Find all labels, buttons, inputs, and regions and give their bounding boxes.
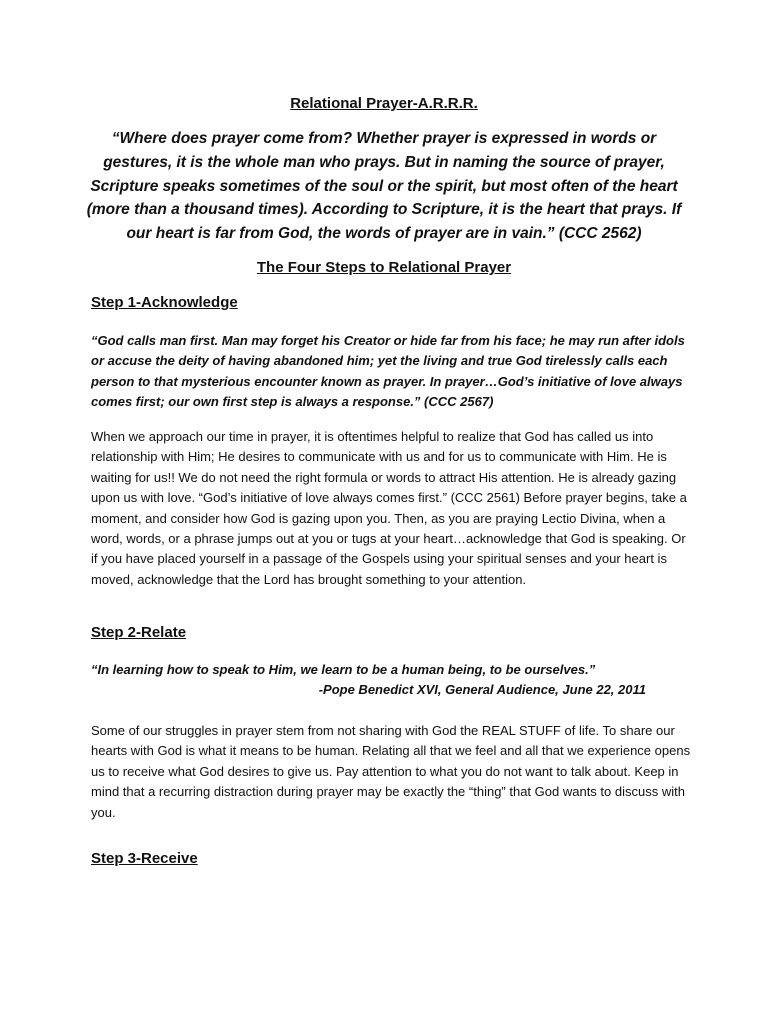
document-title: Relational Prayer-A.R.R.R. [290, 95, 478, 112]
opening-quote: “Where does prayer come from? Whether prayer is expressed in words or gestures, it is the whole man who prays. But in naming the source of prayer, Scripture speaks sometimes of the soul or the spirit, but most often of the heart (more than a thousand times). According to Scripture, it is the heart that prays. If our heart is far from God, the words of prayer are in vain.” (CCC 2562) [86, 130, 682, 243]
step1-heading: Step 1-Acknowledge [91, 294, 238, 311]
step2-body: Some of our struggles in prayer stem from not sharing with God the REAL STUFF of life. To share our hearts with God is what it means to be human. Relating all that we feel and all that we experience opens us to receive what God desires to give us. Pay attention to what you do not want to talk about. Keep in mind that a recurring distraction during prayer may be exactly the “thing” that God wants to discuss with you. [91, 723, 691, 820]
step1-quote: “God calls man first. Man may forget his Creator or hide far from his face; he may run after idols or accuse the deity of having abandoned him; yet the living and true God tirelessly calls each person to that mysterious encounter known as prayer. In prayer…God’s initiative of love always comes first; our own first step is always a response.” (CCC 2567) [91, 333, 685, 410]
section-subtitle: The Four Steps to Relational Prayer [256, 259, 512, 276]
step2-quote: “In learning how to speak to Him, we learn to be a human being, to be ourselves.” [91, 662, 596, 677]
step1-body: When we approach our time in prayer, it is oftentimes helpful to realize that God has called us into relationship with Him; He desires to communicate with us and for us to communicate with Him. He is waiting for us!! We do not need the right formula or words to attract His attention. He is already gazing upon us with love. “God’s initiative of love always comes first.” (CCC 2561) Before prayer begins, take a moment, and consider how God is gazing upon you. Then, as you are praying Lectio Divina, when a word, words, or a phrase jumps out at you or tugs at your heart…acknowledge that God is speaking. Or if you have placed yourself in a passage of the Gospels using your spiritual senses and your heart is moved, acknowledge that the Lord has brought something to your attention. [91, 429, 687, 587]
step2-heading: Step 2-Relate [91, 624, 187, 641]
step3-heading: Step 3-Receive [91, 850, 198, 867]
step2-attribution: -Pope Benedict XVI, General Audience, June 22, 2011 [318, 682, 646, 697]
